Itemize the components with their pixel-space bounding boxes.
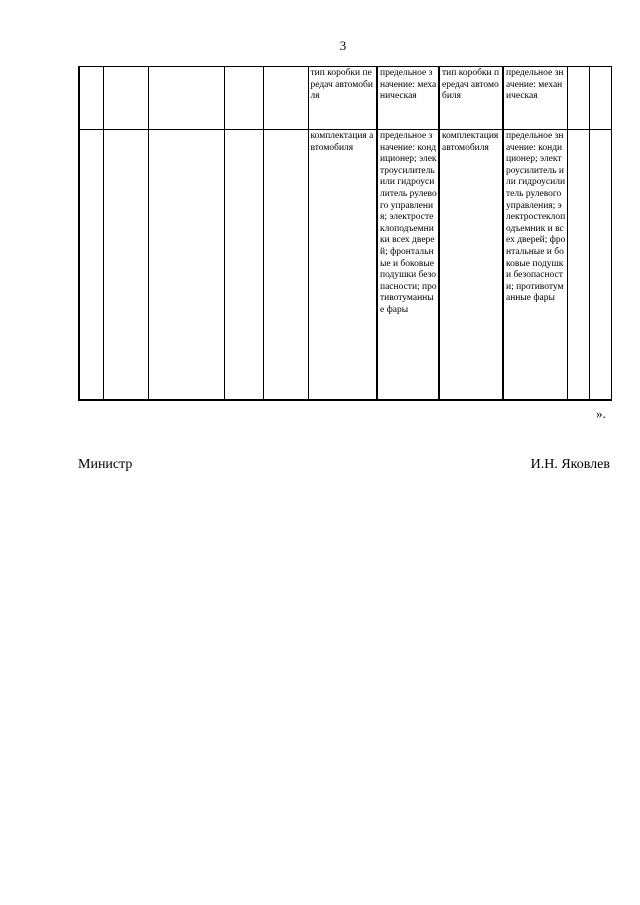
table-cell [79,67,103,130]
table-cell: предельное значение: механическая [377,67,439,130]
table-cell [79,130,103,401]
table-cell [103,130,148,401]
page-number: 3 [339,38,347,53]
signature-name: И.Н. Яковлев [530,457,610,472]
table-cell [224,130,263,401]
table-cell [148,130,224,401]
table-cell [103,67,148,130]
table-cell: тип коробки передач автомобиля [439,67,503,130]
closing-quote-mark: ». [596,406,606,421]
table-cell: предельное значение: кондиционер; электроусилитель или гидроусилитель рулевого управления; электростеклоподъемник и всех дверей; фронтальные и боковые подушки безопасности; противотуманные фары [503,130,567,401]
table-cell [589,130,611,401]
table-cell [148,67,224,130]
table-cell [589,67,611,130]
table-cell: комплектация автомобиля [439,130,503,401]
table-row [79,130,611,401]
table-cell [567,130,589,401]
table-cell [224,67,263,130]
table-cell [567,67,589,130]
table-cell: тип коробки передач автомобиля [308,67,377,130]
table-cell [263,67,308,130]
table-cell: комплектация автомобиля [308,130,377,401]
signature-title: Министр [78,457,133,472]
table-cell: предельное значение: кондиционер; электроусилитель или гидроусилитель рулевого управления; электростеклоподъемники всех дверей; фронтальные и боковые подушки безопасности; противотуманные фары [377,130,439,401]
table-row [79,67,611,130]
table-cell [263,130,308,401]
requirements-table [78,66,612,401]
table-cell: предельное значение: механическая [503,67,567,130]
